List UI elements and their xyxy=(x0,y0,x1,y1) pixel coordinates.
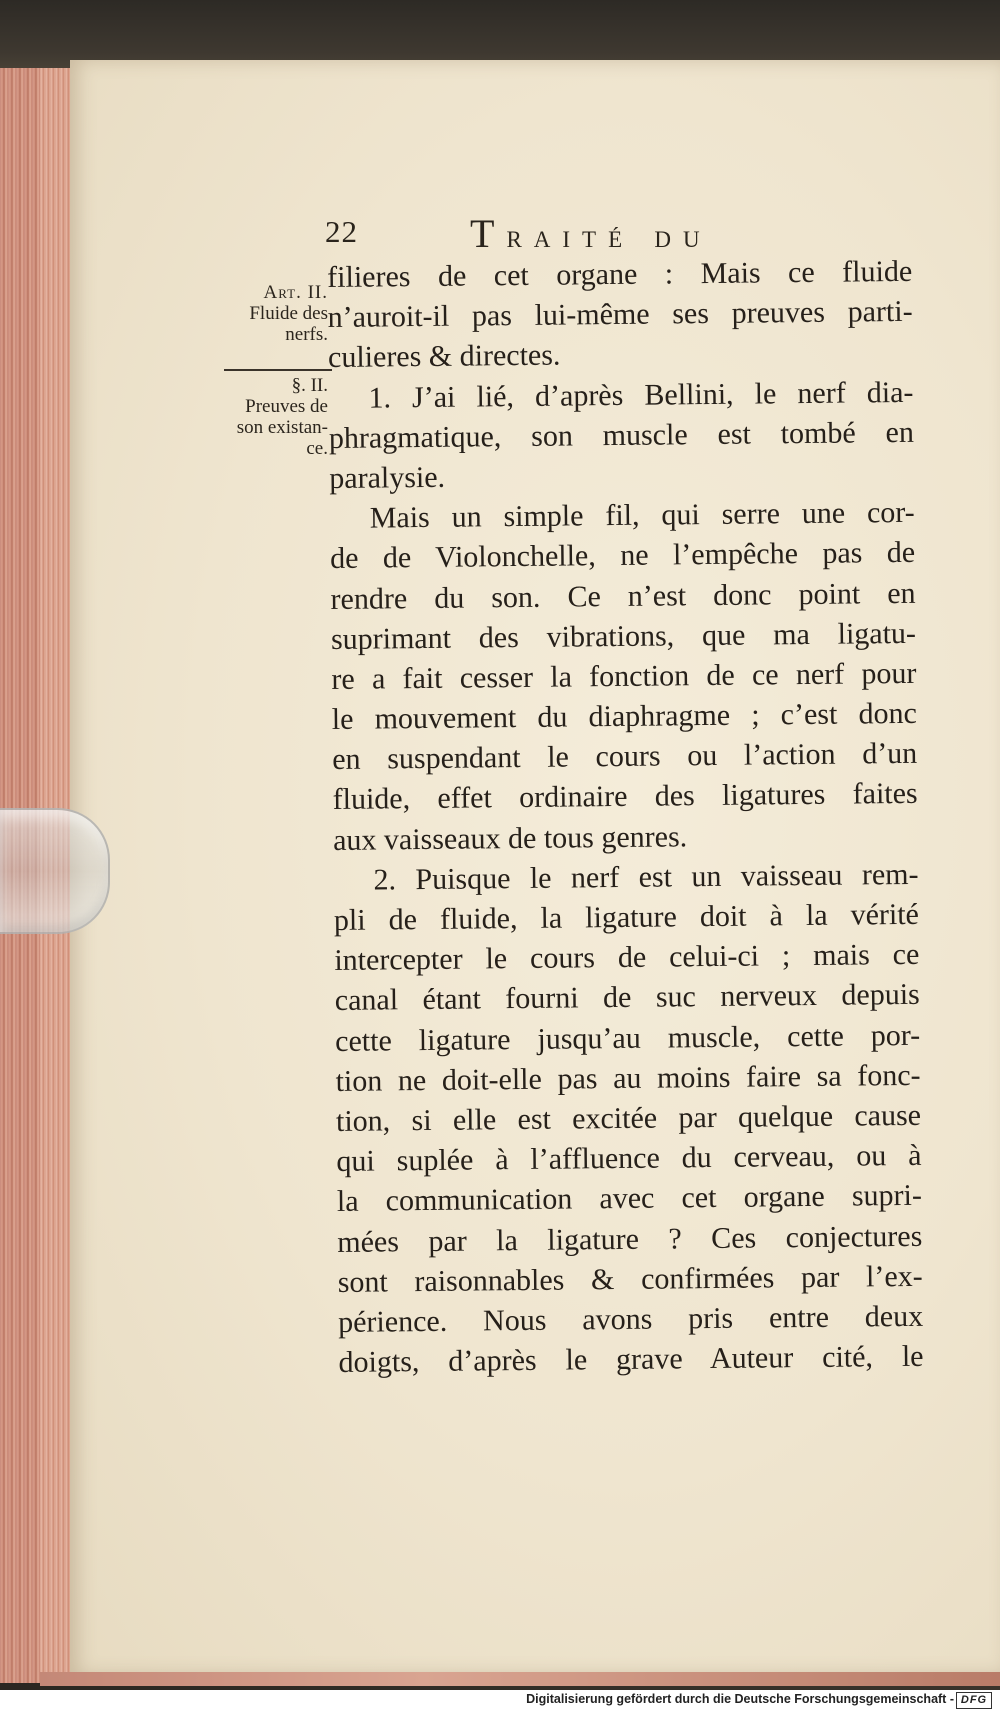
text-line: n’auroit-il pas lui-même ses preuves parti- xyxy=(327,295,913,335)
text-line: pli de fluide, la ligature doit à la vérité xyxy=(333,897,920,937)
text-line: canal étant fourni de suc nerveux depuis xyxy=(334,978,920,1018)
text-line: paralysie. xyxy=(329,460,446,495)
margin-rule xyxy=(224,369,332,371)
funding-credit: Digitalisierung gefördert durch die Deutsche Forschungsgemeinschaft - xyxy=(526,1692,954,1706)
text-line: suprimant des vibrations, que ma ligatu- xyxy=(330,616,917,656)
text-line: aux vaisseaux de tous genres. xyxy=(332,819,688,857)
text-line: le mouvement du diaphragme ; c’est donc xyxy=(331,696,917,737)
margin-notes xyxy=(210,282,328,459)
margin-article-title-1: Fluide des xyxy=(249,303,328,324)
text-line: 1. J’ai lié, d’après Bellini, le nerf dia- xyxy=(368,375,914,415)
digitization-footer xyxy=(0,1690,1000,1713)
text-line: fluide, effet ordinaire des ligatures faites xyxy=(332,777,918,817)
text-line: qui suplée à l’affluence du cerveau, ou à xyxy=(336,1138,922,1179)
margin-article-label: Art. II. xyxy=(263,282,328,303)
body-text xyxy=(327,252,924,1383)
text-line: mées par la ligature ? Ces conjectures xyxy=(337,1219,923,1259)
margin-section-title-1: Preuves de xyxy=(245,396,328,417)
text-line: intercepter le cours de celui-ci ; mais ce xyxy=(334,938,920,978)
dfg-logo-icon: DFG xyxy=(956,1692,992,1709)
text-line: tion ne doit-elle pas au moins faire sa fonc- xyxy=(335,1058,921,1098)
page-number: 22 xyxy=(325,214,358,249)
page-bottom-edge xyxy=(40,1672,1000,1686)
page-holder-clip xyxy=(0,808,110,934)
text-line: la communication avec cet organe supri- xyxy=(336,1179,923,1219)
text-line: rendre du son. Ce n’est donc point en xyxy=(330,576,916,616)
text-line: de de Violonchelle, ne l’empêche pas de xyxy=(329,536,916,576)
running-head xyxy=(325,210,925,256)
text-line: cette ligature jusqu’au muscle, cette por- xyxy=(335,1018,921,1058)
margin-section-title-3: ce. xyxy=(306,438,328,459)
text-line: 2. Puisque le nerf est un vaisseau rem- xyxy=(373,857,919,897)
text-line: doigts, d’après le grave Auteur cité, le xyxy=(338,1339,924,1380)
text-line: sont raisonnables & confirmées par l’ex- xyxy=(337,1259,923,1299)
margin-section-label: §. II. xyxy=(291,375,328,396)
text-line: filieres de cet organe : Mais ce fluide xyxy=(327,254,913,294)
text-line: périence. Nous avons pris entre deux xyxy=(337,1299,924,1339)
text-line: Mais un simple fil, qui serre une cor- xyxy=(369,495,915,535)
text-line: en suspendant le cours ou l’action d’un xyxy=(332,737,918,777)
margin-article-title-2: nerfs. xyxy=(285,324,328,345)
text-line: re a fait cesser la fonction de ce nerf pour xyxy=(331,656,917,696)
margin-section-title-2: son existan- xyxy=(236,417,328,438)
text-line: tion, si elle est excitée par quelque cause xyxy=(335,1098,922,1138)
text-line: phragmatique, son muscle est tombé en xyxy=(328,415,915,455)
running-title: Traité du xyxy=(470,211,712,256)
text-line: culieres & directes. xyxy=(327,338,561,375)
